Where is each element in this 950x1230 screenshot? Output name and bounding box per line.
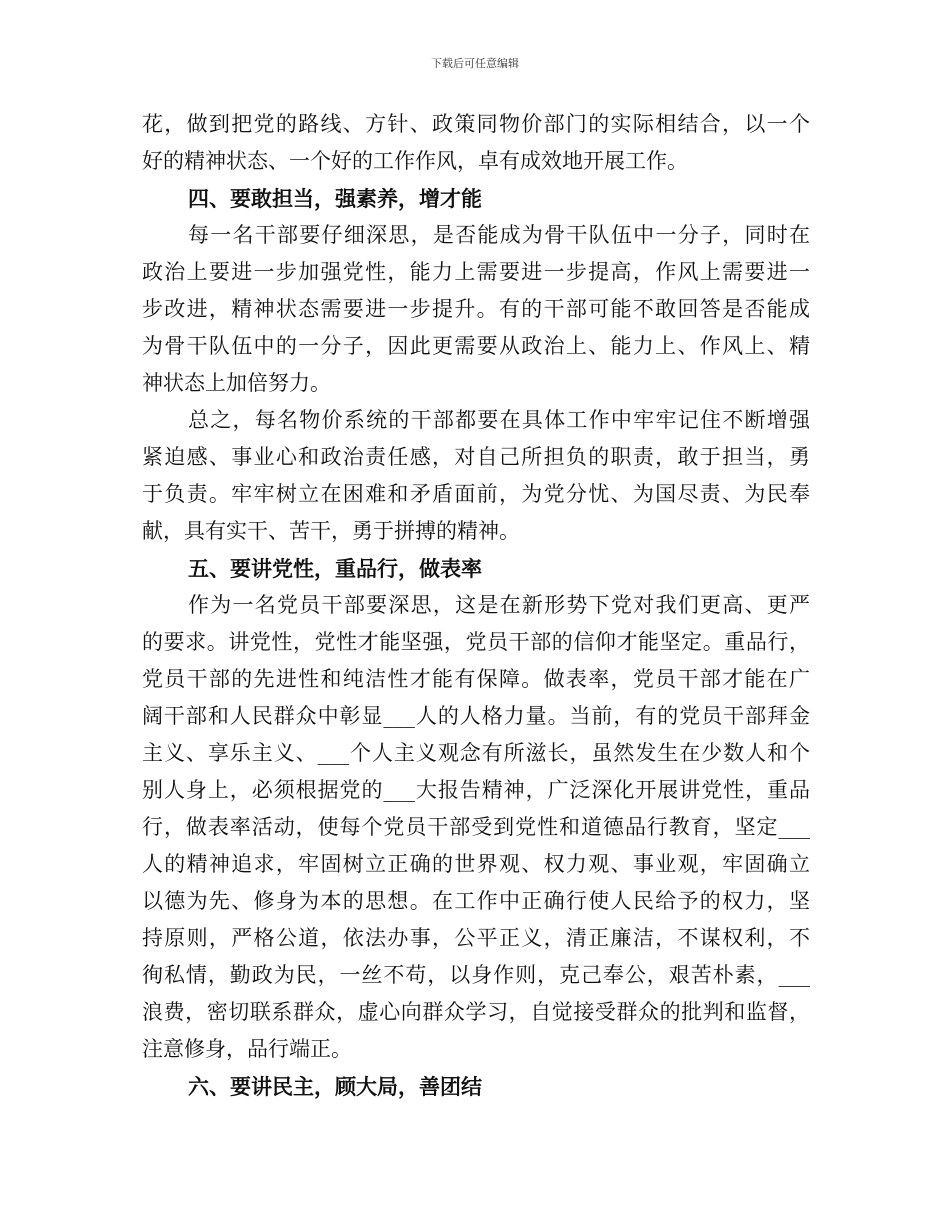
- paragraph-line: 紧迫感、事业心和政治责任感，对自己所担负的职责，敢于担当，勇: [142, 445, 810, 469]
- paragraph-line: 行，做表率活动，使每个党员干部受到党性和道德品行教育，坚定___: [142, 815, 810, 839]
- page-header-note: 下载后可任意编辑: [431, 57, 519, 70]
- paragraph-line: 别人身上，必须根据党的___大报告精神，广泛深化开展讲党性，重品: [142, 778, 810, 802]
- paragraph-line: 党员干部的先进性和纯洁性才能有保障。做表率，党员干部才能在广: [142, 667, 810, 691]
- paragraph-line: 持原则，严格公道，依法办事，公平正义，清正廉洁，不谋权利，不: [142, 926, 810, 950]
- section-heading: 四、要敢担当，强素养，增才能: [188, 186, 482, 211]
- paragraph-line: 为骨干队伍中的一分子，因此更需要从政治上、能力上、作风上、精: [142, 334, 810, 358]
- section-heading: 五、要讲党性，重品行，做表率: [188, 556, 482, 581]
- paragraph-line: 花，做到把党的路线、方针、政策同物价部门的实际相结合，以一个: [142, 112, 810, 136]
- paragraph-line: 每一名干部要仔细深思，是否能成为骨干队伍中一分子，同时在: [188, 223, 810, 247]
- paragraph-line: 人的精神追求，牢固树立正确的世界观、权力观、事业观，牢固确立: [142, 852, 810, 876]
- paragraph-line: 献，具有实干、苦干，勇于拼搏的精神。: [142, 519, 520, 543]
- paragraph-line: 的要求。讲党性，党性才能坚强，党员干部的信仰才能坚定。重品行，: [142, 630, 810, 654]
- paragraph-line: 总之，每名物价系统的干部都要在具体工作中牢牢记住不断增强: [188, 408, 810, 432]
- paragraph-line: 神状态上加倍努力。: [142, 371, 331, 395]
- paragraph-line: 阔干部和人民群众中彰显___人的人格力量。当前，有的党员干部拜金: [142, 704, 810, 728]
- paragraph-line: 好的精神状态、一个好的工作作风，卓有成效地开展工作。: [142, 149, 688, 173]
- paragraph-line: 主义、享乐主义、___个人主义观念有所滋长，虽然发生在少数人和个: [142, 741, 810, 765]
- document-body: [142, 106, 810, 1105]
- section-heading: 六、要讲民主，顾大局，善团结: [188, 1074, 482, 1099]
- paragraph-line: 徇私情，勤政为民，一丝不苟，以身作则，克己奉公，艰苦朴素，___: [142, 963, 810, 987]
- paragraph-line: 注意修身，品行端正。: [142, 1037, 352, 1061]
- paragraph-line: 以德为先、修身为本的思想。在工作中正确行使人民给予的权力，坚: [142, 889, 810, 913]
- paragraph-line: 作为一名党员干部要深思，这是在新形势下党对我们更高、更严: [188, 593, 810, 617]
- paragraph-line: 政治上要进一步加强党性，能力上需要进一步提高，作风上需要进一: [142, 260, 810, 284]
- paragraph-line: 步改进，精神状态需要进一步提升。有的干部可能不敢回答是否能成: [142, 297, 810, 321]
- paragraph-line: 浪费，密切联系群众，虚心向群众学习，自觉接受群众的批判和监督，: [142, 1000, 810, 1024]
- paragraph-line: 于负责。牢牢树立在困难和矛盾面前，为党分忧、为国尽责、为民奉: [142, 482, 810, 506]
